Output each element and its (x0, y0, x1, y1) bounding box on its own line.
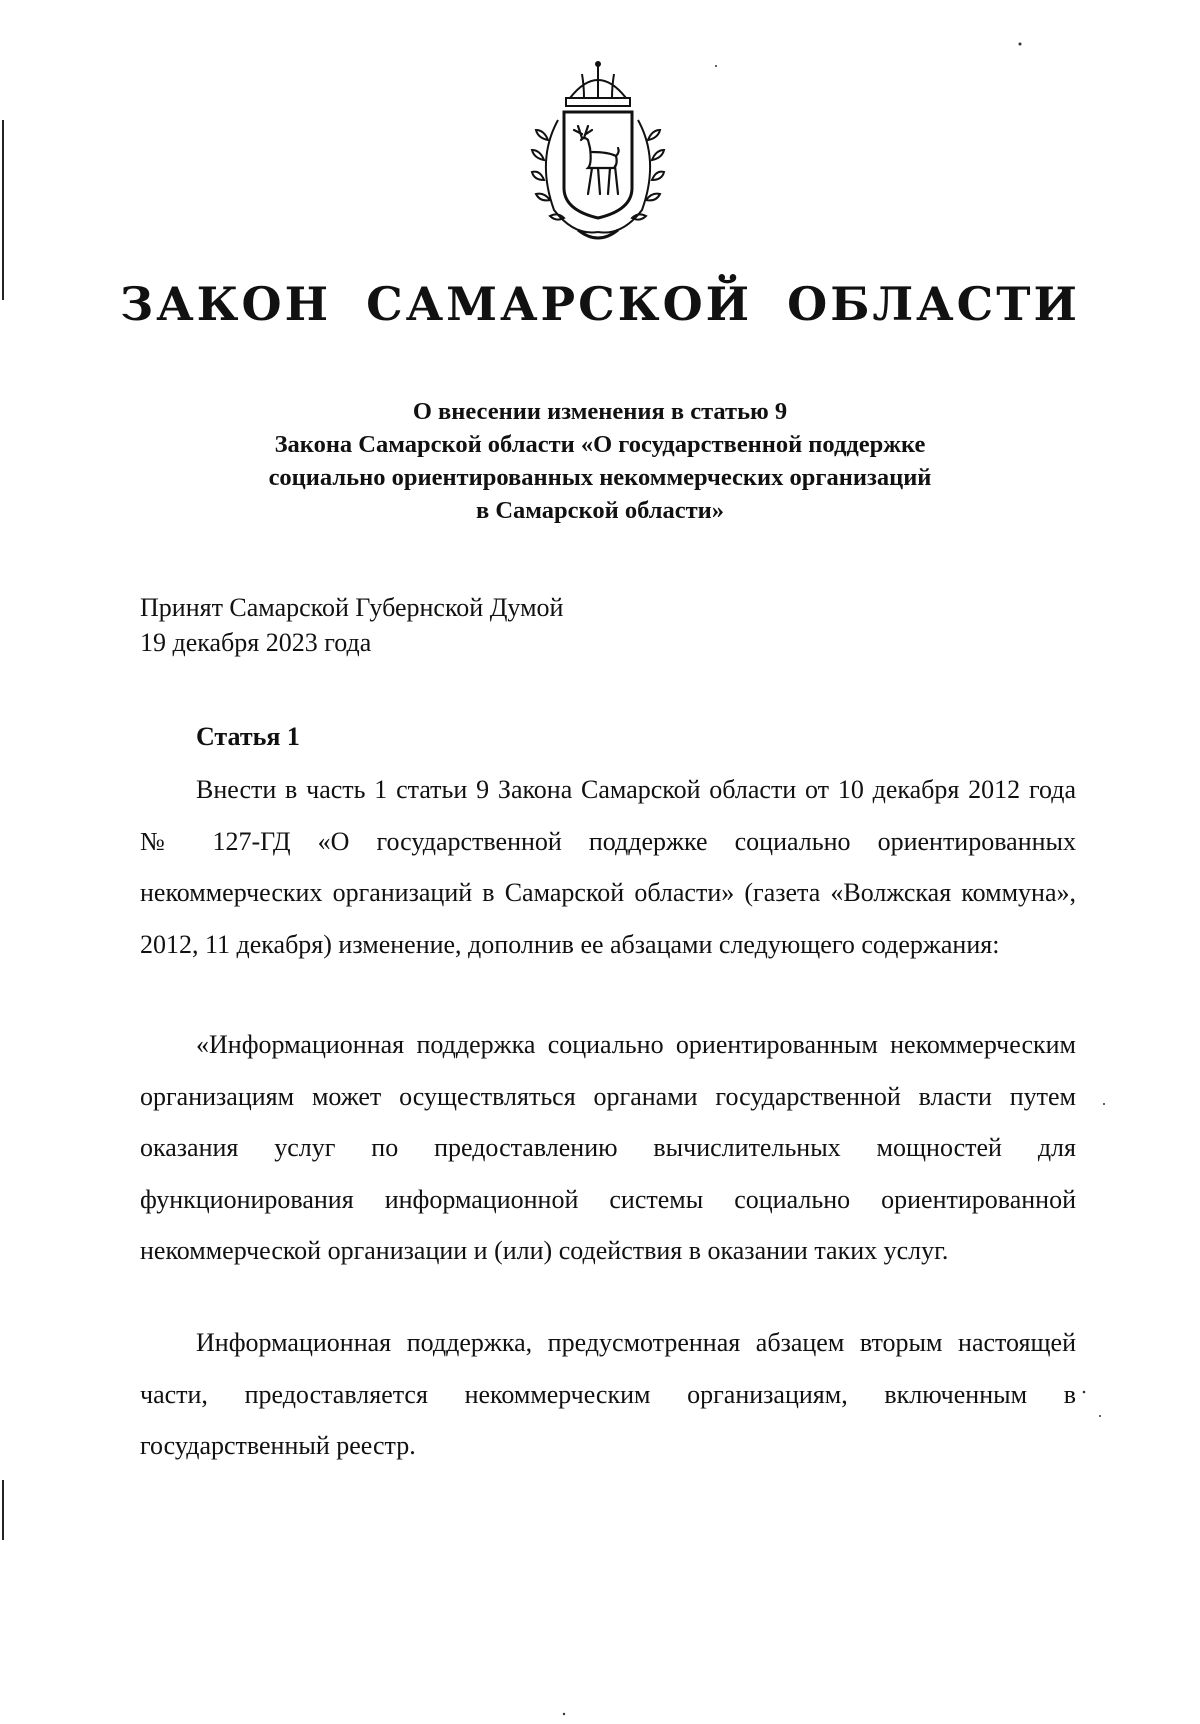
article-heading: Статья 1 (196, 722, 300, 751)
subtitle-line: Закона Самарской области «О государственной поддержке (274, 431, 926, 458)
article-paragraph: Внести в часть 1 статьи 9 Закона Самарской области от 10 декабря 2012 года № 127-ГД «О государственной поддержке социально ориентированных некоммерческих организаций в Самарской области» (газета «Волжская коммуна», 2012, 11 декабря) изменение, дополнив ее абзацами следующего содержания: (140, 775, 1076, 959)
subtitle-line: социально ориентированных некоммерческих организаций (268, 464, 932, 491)
adoption-body: Принят Самарской Губернской Думой (140, 593, 564, 622)
law-subtitle (150, 395, 1050, 527)
adoption-date: 19 декабря 2023 года (140, 628, 372, 657)
article-paragraph: Информационная поддержка, предусмотренная абзацем вторым настоящей части, предоставляется некоммерческим организациям, включенным в государственный реестр. (140, 1328, 1076, 1460)
law-title: ЗАКОН САМАРСКОЙ ОБЛАСТИ (120, 277, 1080, 331)
samara-coat-of-arms-icon (518, 60, 678, 250)
scan-edge-mark (2, 1480, 4, 1540)
subtitle-line: в Самарской области» (475, 497, 724, 524)
subtitle-line: О внесении изменения в статью 9 (412, 398, 788, 425)
scan-edge-mark (2, 120, 4, 300)
adoption-note (140, 590, 563, 660)
article-paragraph: «Информационная поддержка социально ориентированным некоммерческим организациям может осуществляться органами государственной власти путем оказания услуг по предоставлению вычислительных мощностей для функционирования информационной системы социально ориентированной некоммерческой организации и (или) содействия в оказании таких услуг. (140, 1030, 1076, 1265)
